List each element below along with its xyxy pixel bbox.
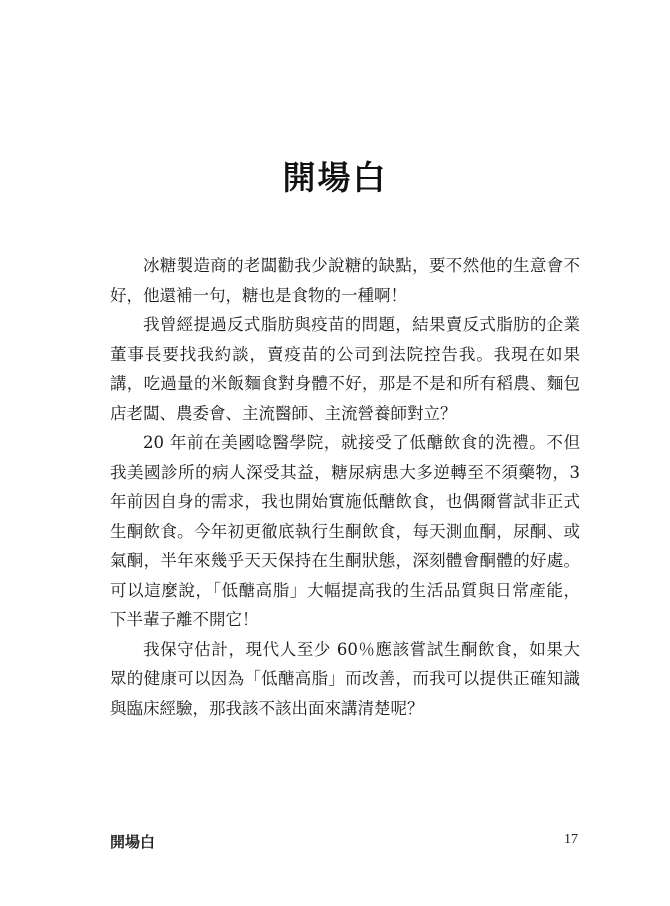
paragraph-1: 冰糖製造商的老闆勸我少說糖的缺點，要不然他的生意會不好，他還補一句，糖也是食物的一種啊！: [110, 256, 580, 305]
page-number: 17: [564, 832, 578, 847]
chapter-title: 開場白: [282, 158, 388, 197]
paragraph-4: 我保守估計，現代人至少 60％應該嘗試生酮飲食，如果大眾的健康可以因為「低醣高脂」而改善，而我可以提供正確知識與臨床經驗，那我該不該出面來講清楚呢？: [110, 639, 580, 718]
body-text: [110, 251, 580, 723]
paragraph-2: 我曾經提過反式脂肪與疫苗的問題，結果賣反式脂肪的企業董事長要找我約談，賣疫苗的公司到法院控告我。我現在如果講，吃過量的米飯麵食對身體不好，那是不是和所有稻農、麵包店老闆、農委會、主流醫師、主流營養師對立？: [110, 315, 580, 423]
running-footer-title: 開場白: [110, 833, 156, 851]
paragraph-3: 20 年前在美國唸醫學院，就接受了低醣飲食的洗禮。不但我美國診所的病人深受其益，糖尿病患大多逆轉至不須藥物，3 年前因自身的需求，我也開始實施低醣飲食，也偶爾嘗試非正式生酮飲食。今年初更徹底執行生酮飲食，每天測血酮，尿酮、或氣酮，半年來幾乎天天保持在生酮狀態，深刻體會酮體的好處。可以這麼說，「低醣高脂」大幅提高我的生活品質與日常產能，下半輩子離不開它！: [110, 433, 580, 629]
